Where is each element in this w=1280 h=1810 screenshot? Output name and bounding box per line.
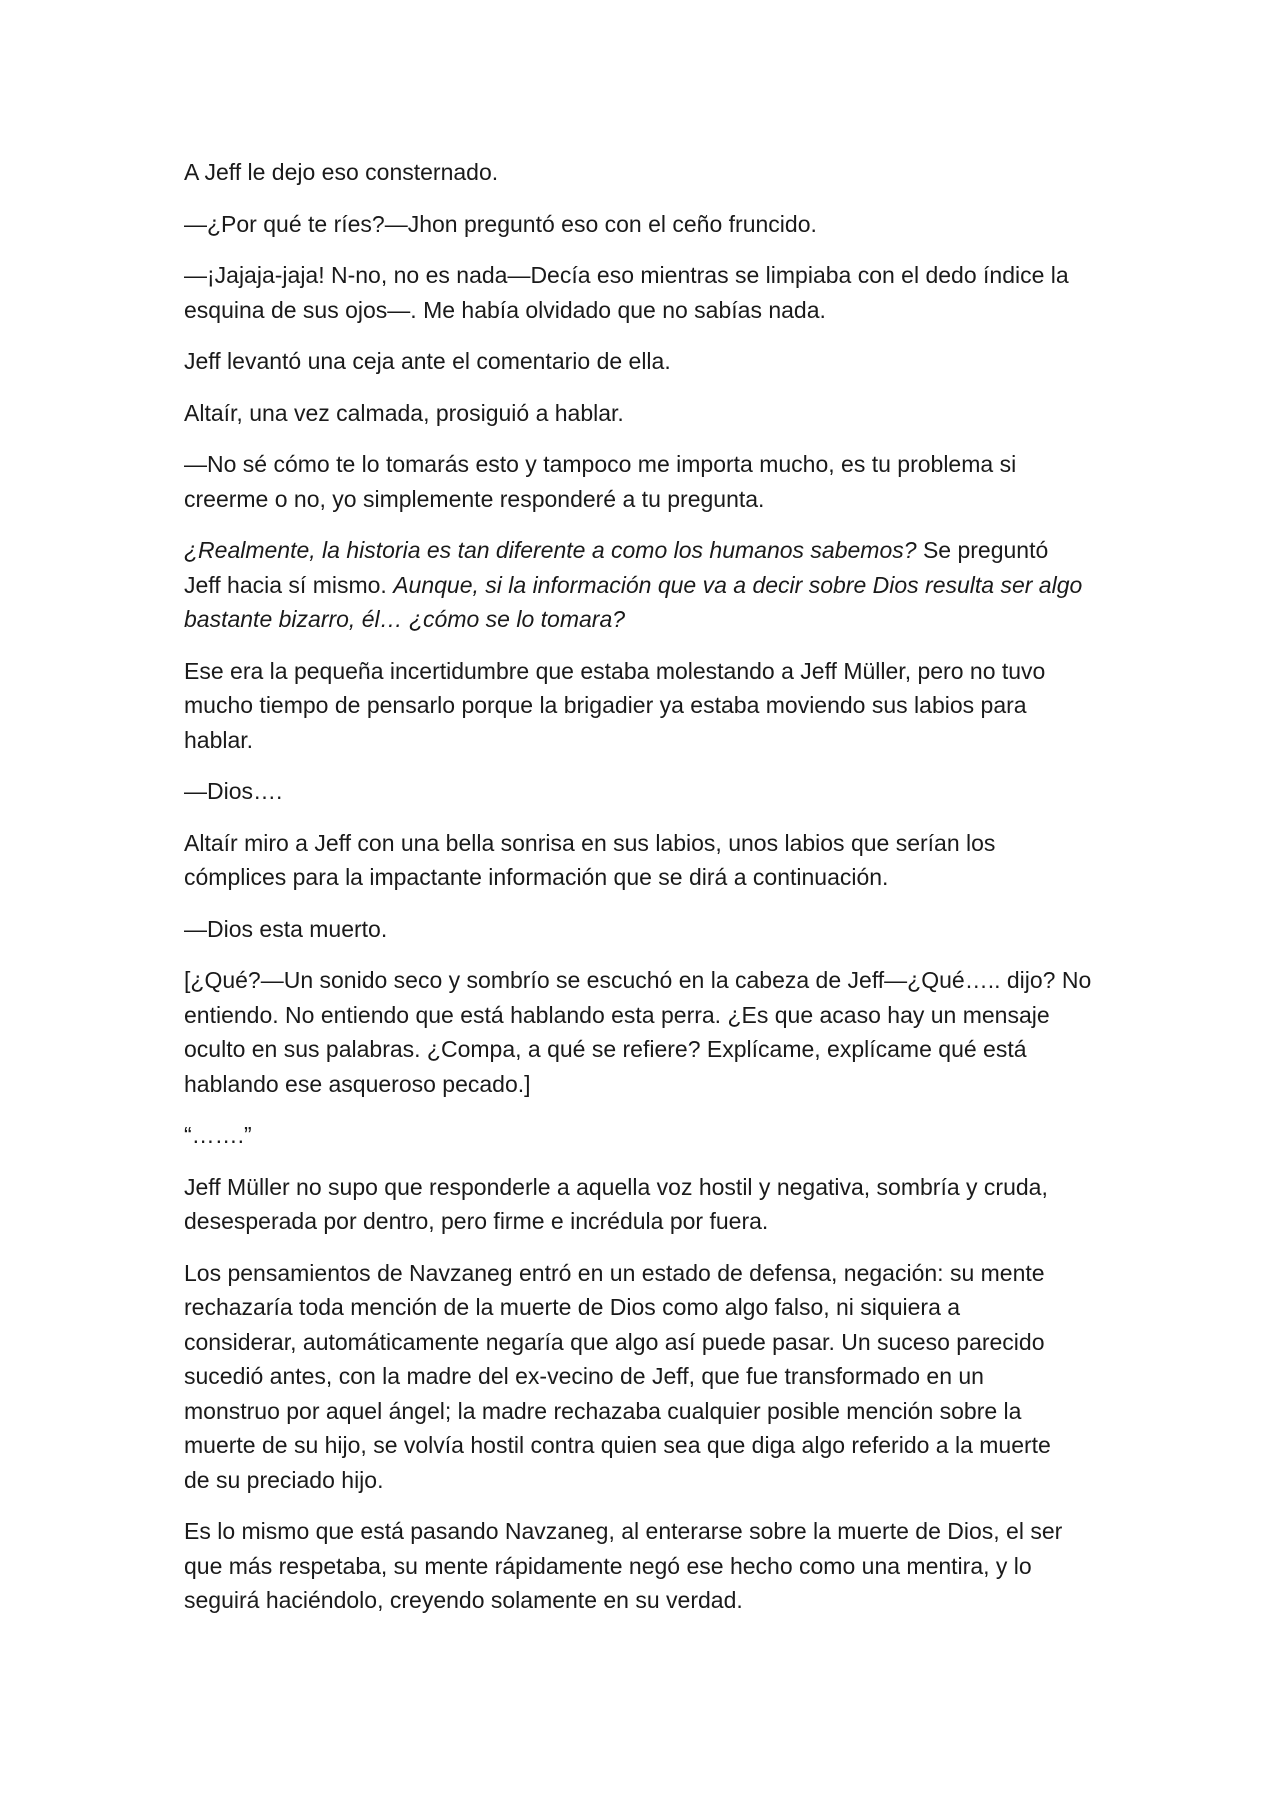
italic-thought: ¿Realmente, la historia es tan diferente a como los humanos sabemos? (184, 537, 917, 563)
paragraph: —¡Jajaja-jaja! N-no, no es nada—Decía eso mientras se limpiaba con el dedo índice la esquina de sus ojos—. Me había olvidado que no sabías nada. (184, 262, 1069, 323)
paragraph-text: Se preguntó Jeff hacia sí mismo. (184, 537, 1049, 598)
paragraph: —Dios…. (184, 778, 283, 804)
paragraph: —No sé cómo te lo tomarás esto y tampoco me importa mucho, es tu problema si creerme o no, yo simplemente responderé a tu pregunta. (184, 451, 1017, 512)
paragraph: Jeff Müller no supo que responderle a aquella voz hostil y negativa, sombría y cruda, desesperada por dentro, pero firme e incrédula por fuera. (184, 1173, 1048, 1234)
paragraph: —¿Por qué te ríes?—Jhon preguntó eso con el ceño fruncido. (184, 210, 817, 237)
paragraph-mixed (184, 533, 1104, 637)
paragraph: Altaír, una vez calmada, prosiguió a hablar. (184, 399, 624, 426)
paragraph: Es lo mismo que está pasando Navzaneg, al enterarse sobre la muerte de Dios, el ser que más respetaba, su mente rápidamente negó ese hecho como una mentira, y lo seguirá haciéndolo, creyendo solamente en su verdad. (184, 1518, 1063, 1613)
paragraph: A Jeff le dejo eso consternado. (184, 159, 499, 185)
paragraph: Los pensamientos de Navzaneg entró en un estado de defensa, negación: su mente rechazaría toda mención de la muerte de Dios como algo falso, ni siquiera a considerar, automáticamente negaría que algo así puede pasar. Un suceso parecido sucedió antes, con la madre del ex-vecino de Jeff, que fue transformado en un monstruo por aquel ángel; la madre rechazaba cualquier posible mención sobre la muerte de su hijo, se volvía hostil contra quien sea que diga algo referido a la muerte de su preciado hijo. (184, 1259, 1051, 1493)
paragraph: —Dios esta muerto. (184, 915, 388, 942)
paragraph: Ese era la pequeña incertidumbre que estaba molestando a Jeff Müller, pero no tuvo mucho tiempo de pensarlo porque la brigadier ya estaba moviendo sus labios para hablar. (184, 657, 1046, 753)
italic-thought: Aunque, si la información que va a decir sobre Dios resulta ser algo bastante bizarro, él… ¿cómo se lo tomara? (184, 571, 1083, 632)
paragraph: Altaír miro a Jeff con una bella sonrisa en sus labios, unos labios que serían los cómplices para la impactante información que se dirá a continuación. (184, 829, 996, 890)
paragraph: “…….” (184, 1122, 252, 1148)
paragraph: [¿Qué?—Un sonido seco y sombrío se escuchó en la cabeza de Jeff—¿Qué….. dijo? No entiendo. No entiendo que está hablando esta perra. ¿Es que acaso hay un mensaje oculto en sus palabras. ¿Compa, a qué se refiere? Explícame, explícame qué está hablando ese asqueroso pecado.] (184, 967, 1092, 1097)
document-page (184, 155, 1104, 1635)
paragraph: Jeff levantó una ceja ante el comentario de ella. (184, 348, 671, 374)
